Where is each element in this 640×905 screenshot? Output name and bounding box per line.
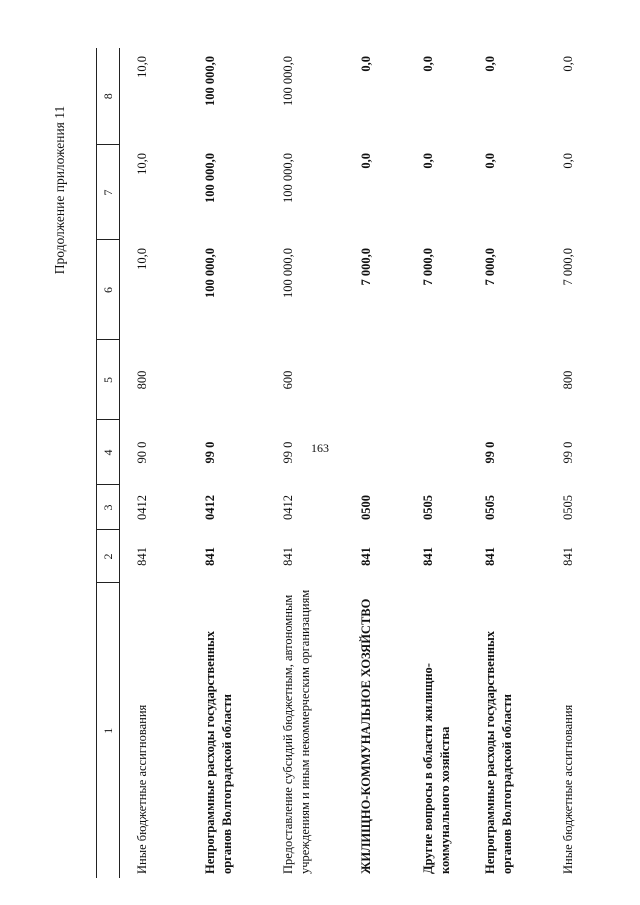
expense-type: [188, 340, 266, 420]
amount-col8: 10,0: [135, 56, 149, 78]
expense-type: 800: [135, 370, 149, 390]
row-name: Другие вопросы в области жилищно-коммунального хозяйства: [421, 663, 452, 874]
program-code: 99 0: [281, 441, 295, 464]
amount-col8: 0,0: [483, 56, 497, 72]
section-code: 0412: [203, 495, 217, 520]
amount-col7: 0,0: [483, 153, 497, 169]
table-row: [406, 48, 468, 878]
table-row: [120, 48, 189, 878]
amount-col6: 10,0: [135, 248, 149, 270]
expense-type: [468, 340, 546, 420]
amount-col7: 10,0: [135, 153, 149, 175]
admin-code: 841: [483, 547, 497, 566]
table-row: [468, 48, 546, 878]
column-header: 2: [97, 530, 120, 583]
column-header: 3: [97, 485, 120, 530]
amount-col7: 0,0: [359, 153, 373, 169]
row-name: Непрограммные расходы государственных органов Волгоградской области: [203, 630, 234, 874]
column-header: 6: [97, 240, 120, 340]
amount-col6: 7 000,0: [561, 248, 575, 286]
program-code: [406, 420, 468, 485]
expense-type: 800: [561, 370, 575, 390]
section-code: 0500: [359, 495, 373, 520]
column-header: 8: [97, 48, 120, 145]
admin-code: 841: [203, 547, 217, 566]
program-code: 90 0: [135, 441, 149, 464]
page-number: 163: [311, 441, 329, 455]
row-name: Предоставление субсидий бюджетным, автономным учреждениям и иным некоммерческим организациям: [281, 589, 312, 874]
amount-col7: 0,0: [561, 153, 575, 169]
section-code: 0505: [561, 495, 575, 520]
table-header: [97, 48, 120, 878]
row-name: Иные бюджетные ассигнования: [561, 704, 575, 874]
column-header: 4: [97, 420, 120, 485]
budget-table-container: [96, 48, 575, 878]
admin-code: 841: [421, 547, 435, 566]
amount-col8: 100 000,0: [203, 56, 217, 106]
section-code: 0412: [135, 495, 149, 520]
row-name: ЖИЛИЩНО-КОММУНАЛЬНОЕ ХОЗЯЙСТВО: [359, 598, 373, 874]
amount-col8: 0,0: [421, 56, 435, 72]
amount-col6: 7 000,0: [483, 248, 497, 286]
column-header: 1: [97, 583, 120, 878]
section-code: 0412: [281, 495, 295, 520]
table-row: [266, 48, 344, 878]
amount-col6: 7 000,0: [359, 248, 373, 286]
row-name: Непрограммные расходы государственных органов Волгоградской области: [483, 630, 514, 874]
amount-col6: 100 000,0: [281, 248, 295, 298]
column-header: 7: [97, 145, 120, 240]
admin-code: 841: [281, 547, 295, 566]
amount-col6: 7 000,0: [421, 248, 435, 286]
expense-type: 600: [281, 370, 295, 390]
table-row: [546, 48, 600, 878]
admin-code: 841: [359, 547, 373, 566]
program-code: 99 0: [203, 441, 217, 464]
table-row: [344, 48, 406, 878]
admin-code: 841: [135, 547, 149, 566]
column-header: 5: [97, 340, 120, 420]
amount-col8: 100 000,0: [281, 56, 295, 106]
budget-table: [96, 48, 600, 878]
row-name: Иные бюджетные ассигнования: [135, 704, 149, 874]
program-code: [344, 420, 406, 485]
amount-col7: 100 000,0: [203, 153, 217, 203]
expense-type: [406, 340, 468, 420]
amount-col6: 100 000,0: [203, 248, 217, 298]
amount-col7: 0,0: [421, 153, 435, 169]
program-code: 99 0: [561, 441, 575, 464]
section-code: 0505: [483, 495, 497, 520]
table-row: [188, 48, 266, 878]
program-code: 99 0: [483, 441, 497, 464]
amount-col8: 0,0: [359, 56, 373, 72]
expense-type: [344, 340, 406, 420]
appendix-continuation-note: Продолжение приложения 11: [52, 105, 67, 275]
admin-code: 841: [561, 547, 575, 566]
amount-col8: 0,0: [561, 56, 575, 72]
section-code: 0505: [421, 495, 435, 520]
amount-col7: 100 000,0: [281, 153, 295, 203]
